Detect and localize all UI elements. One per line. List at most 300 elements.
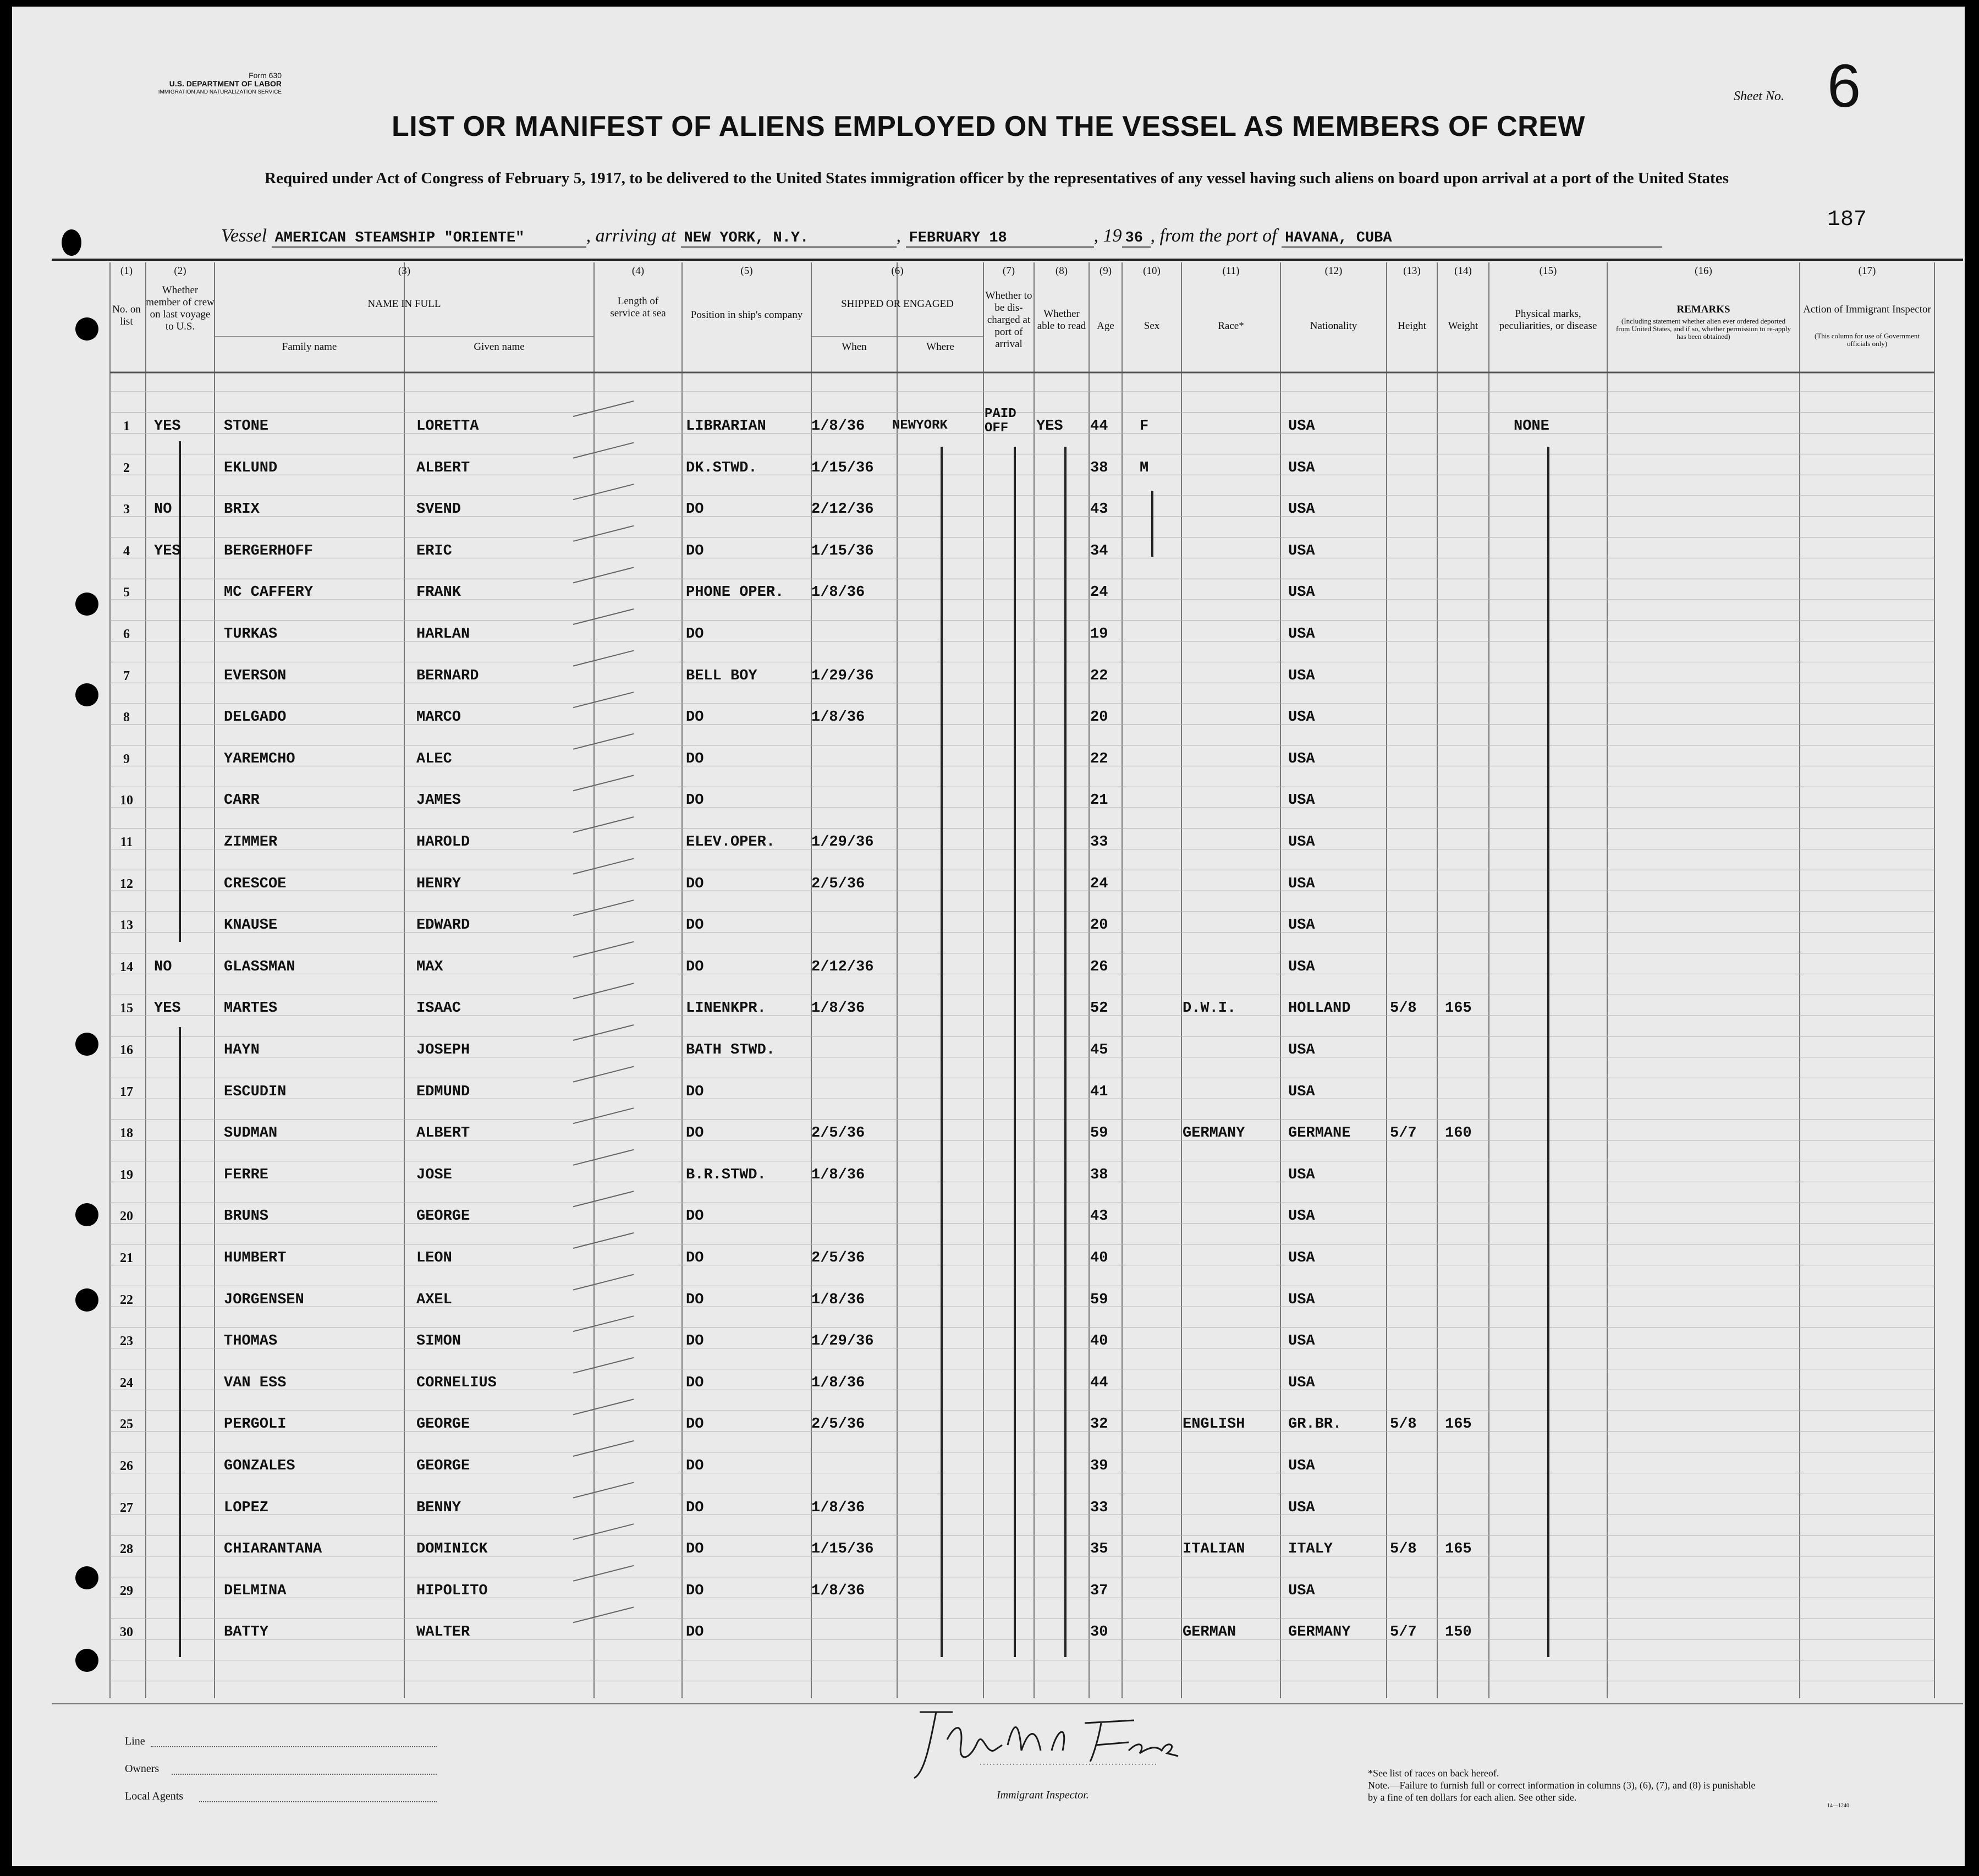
cell-nationality: GERMANY xyxy=(1288,1624,1351,1641)
manifest-grid xyxy=(12,7,1965,1866)
cell-position: B.R.STWD. xyxy=(686,1166,766,1183)
agents-field xyxy=(199,1801,437,1802)
cell-position: DO xyxy=(686,1416,704,1433)
row-number: 3 xyxy=(123,502,130,517)
cell-family: MC CAFFERY xyxy=(224,584,314,601)
cell-age: 20 xyxy=(1090,709,1108,726)
row-number: 24 xyxy=(120,1375,133,1390)
form-code: 14—1240 xyxy=(1827,1803,1849,1809)
col1-label: No. on list xyxy=(112,304,141,327)
tick-mark xyxy=(573,817,634,832)
cell-age: 59 xyxy=(1090,1125,1108,1142)
cell-age: 44 xyxy=(1090,418,1108,435)
cell-height: 5/7 xyxy=(1390,1125,1417,1142)
cell-position: DO xyxy=(686,875,704,892)
cell-height: 5/8 xyxy=(1390,1000,1417,1017)
cell-nationality: GERMANE xyxy=(1288,1125,1351,1142)
cell-weight: 165 xyxy=(1445,1000,1472,1017)
cell-when: 1/8/36 xyxy=(811,1374,865,1391)
cell-when: 2/5/36 xyxy=(811,1125,865,1142)
cell-given: BERNARD xyxy=(416,667,479,684)
cell-family: BATTY xyxy=(224,1624,269,1641)
cell-when: 1/15/36 xyxy=(811,542,874,559)
col17-sub: (This column for use of Government officials only) xyxy=(1815,332,1920,348)
cell-nationality: USA xyxy=(1288,1374,1315,1391)
tick-mark xyxy=(573,1316,634,1331)
cell-sex: M xyxy=(1140,459,1149,476)
cell-nationality: USA xyxy=(1288,1042,1315,1058)
page-subtitle: Required under Act of Congress of February 5, 1917, to be delivered to the United States immigration officer by the representatives of any vessel having such aliens on board upon arrival at a port of the United States xyxy=(265,169,1729,187)
col8-num: (8) xyxy=(1055,265,1068,277)
cell-family: MARTES xyxy=(224,1000,278,1017)
tick-mark xyxy=(573,443,634,458)
cell-given: LEON xyxy=(416,1250,452,1266)
cell-position: BELL BOY xyxy=(686,667,757,684)
cell-age: 33 xyxy=(1090,1499,1108,1516)
cell-given: CORNELIUS xyxy=(416,1374,497,1391)
cell-height: 5/8 xyxy=(1390,1541,1417,1558)
col6-when: When xyxy=(842,341,867,353)
col13-num: (13) xyxy=(1403,265,1421,277)
cell-age: 45 xyxy=(1090,1042,1108,1058)
tick-mark xyxy=(573,1191,634,1206)
col5-label: Position in ship's company xyxy=(690,309,803,321)
tick-mark xyxy=(573,484,634,500)
cell-nationality: USA xyxy=(1288,1166,1315,1183)
cell-when: 1/15/36 xyxy=(811,459,874,476)
tick-mark xyxy=(573,1566,634,1581)
cell-given: ALBERT xyxy=(416,459,470,476)
cell-given: HIPOLITO xyxy=(416,1582,488,1599)
cell-position: ELEV.OPER. xyxy=(686,834,776,851)
row-number: 25 xyxy=(120,1417,133,1432)
departure-port: HAVANA, CUBA xyxy=(1282,230,1662,248)
cell-when: 1/8/36 xyxy=(811,584,865,601)
cell-family: ESCUDIN xyxy=(224,1083,287,1100)
cell-given: MAX xyxy=(416,958,443,975)
cell-given: ALBERT xyxy=(416,1125,470,1142)
tick-mark xyxy=(573,734,634,749)
cell-age: 38 xyxy=(1090,459,1108,476)
tick-mark xyxy=(573,983,634,999)
row-number: 18 xyxy=(120,1126,133,1141)
cell-prev: YES xyxy=(154,418,181,435)
col14-num: (14) xyxy=(1454,265,1472,277)
cell-position: DO xyxy=(686,1582,704,1599)
punch-hole xyxy=(75,683,98,706)
row-number: 26 xyxy=(120,1459,133,1473)
punch-hole xyxy=(75,317,98,341)
cell-when: 2/5/36 xyxy=(811,875,865,892)
line-label: Line xyxy=(125,1735,145,1747)
cell-height: 5/7 xyxy=(1390,1624,1417,1641)
tick-mark xyxy=(573,1483,634,1498)
cell-age: 22 xyxy=(1090,750,1108,767)
col15-num: (15) xyxy=(1539,265,1557,277)
cell-family: JORGENSEN xyxy=(224,1291,304,1308)
cell-given: HAROLD xyxy=(416,834,470,851)
col2-label: Whether member of crew on last voyage to U.S. xyxy=(146,284,215,332)
row-number: 2 xyxy=(123,460,130,475)
form-number: Form 630 xyxy=(249,71,282,80)
cell-given: WALTER xyxy=(416,1624,470,1641)
cell-given: EDMUND xyxy=(416,1083,470,1100)
cell-age: 20 xyxy=(1090,917,1108,934)
sheet-number-label: Sheet No. xyxy=(1734,89,1784,103)
vessel-line: Vessel AMERICAN STEAMSHIP "ORIENTE" , arriving at NEW YORK, N.Y. , FEBRUARY 18 , 19 36 , from the port of HAVANA, CUBA xyxy=(221,226,1662,248)
cell-age: 38 xyxy=(1090,1166,1108,1183)
cell-age: 33 xyxy=(1090,834,1108,851)
page-title: LIST OR MANIFEST OF ALIENS EMPLOYED ON THE VESSEL AS MEMBERS OF CREW xyxy=(392,111,1585,142)
cell-family: VAN ESS xyxy=(224,1374,287,1391)
cell-nationality: USA xyxy=(1288,1499,1315,1516)
cell-nationality: USA xyxy=(1288,1458,1315,1474)
row-number: 12 xyxy=(120,876,133,891)
cell-given: JOSE xyxy=(416,1166,452,1183)
cell-when: 2/5/36 xyxy=(811,1416,865,1433)
cell-age: 35 xyxy=(1090,1541,1108,1558)
col15-label: Physical marks, peculiarities, or disease xyxy=(1499,308,1597,332)
cell-weight: 165 xyxy=(1445,1416,1472,1433)
row-number: 28 xyxy=(120,1542,133,1557)
cell-given: EDWARD xyxy=(416,917,470,934)
tick-mark xyxy=(573,1524,634,1539)
cell-when: 2/12/36 xyxy=(811,958,874,975)
inspector-label: Immigrant Inspector. xyxy=(997,1789,1089,1801)
row-number: 14 xyxy=(120,959,133,974)
row-number: 11 xyxy=(120,835,133,849)
department-name: U.S. DEPARTMENT OF LABOR xyxy=(169,79,282,88)
arrival-year: 36 xyxy=(1122,230,1151,248)
cell-nationality: USA xyxy=(1288,1333,1315,1350)
tick-mark xyxy=(573,609,634,624)
cell-nationality: USA xyxy=(1288,1291,1315,1308)
vessel-label: Vessel xyxy=(221,226,267,246)
cell-family: PERGOLI xyxy=(224,1416,287,1433)
cell-given: ISAAC xyxy=(416,1000,461,1017)
tick-mark xyxy=(573,1067,634,1082)
cell-given: ERIC xyxy=(416,542,452,559)
cell-position: DO xyxy=(686,792,704,809)
cell-family: EKLUND xyxy=(224,459,278,476)
cell-prev: NO xyxy=(154,501,172,518)
cell-read: YES xyxy=(1036,418,1063,435)
row-number: 22 xyxy=(120,1292,133,1307)
cell-age: 26 xyxy=(1090,958,1108,975)
cell-position: DO xyxy=(686,501,704,518)
row-number: 7 xyxy=(123,668,130,683)
cell-given: HENRY xyxy=(416,875,461,892)
cell-sex: F xyxy=(1140,418,1149,435)
col13-label: Height xyxy=(1398,320,1426,332)
col3-num: (3) xyxy=(398,265,411,277)
cell-prev: YES xyxy=(154,542,181,559)
cell-nationality: USA xyxy=(1288,1208,1315,1225)
cell-family: BRUNS xyxy=(224,1208,269,1225)
vessel-name: AMERICAN STEAMSHIP "ORIENTE" xyxy=(272,230,586,248)
cell-position: DO xyxy=(686,709,704,726)
col9-num: (9) xyxy=(1099,265,1112,277)
tick-mark xyxy=(573,775,634,791)
cell-age: 22 xyxy=(1090,667,1108,684)
tick-mark xyxy=(573,401,634,416)
from-label: , from the port of xyxy=(1150,226,1277,246)
cell-age: 37 xyxy=(1090,1582,1108,1599)
cell-position: DO xyxy=(686,542,704,559)
cell-when: 1/8/36 xyxy=(811,1499,865,1516)
tick-mark xyxy=(573,1399,634,1414)
row-number: 17 xyxy=(120,1084,133,1099)
cell-family: STONE xyxy=(224,418,269,435)
tick-mark xyxy=(573,526,634,541)
cell-position: DO xyxy=(686,1250,704,1266)
cell-family: GLASSMAN xyxy=(224,958,295,975)
col3-label: NAME IN FULL xyxy=(367,298,441,310)
row-number: 6 xyxy=(123,627,130,641)
cell-nationality: USA xyxy=(1288,584,1315,601)
col10-label: Sex xyxy=(1144,320,1160,332)
cell-given: ALEC xyxy=(416,750,452,767)
cell-nationality: HOLLAND xyxy=(1288,1000,1351,1017)
arrival-date: FEBRUARY 18 xyxy=(906,230,1094,248)
tick-mark xyxy=(573,651,634,666)
col2-num: (2) xyxy=(174,265,186,277)
row-number: 19 xyxy=(120,1167,133,1182)
col1-num: (1) xyxy=(120,265,133,277)
cell-nationality: USA xyxy=(1288,1582,1315,1599)
col11-num: (11) xyxy=(1222,265,1240,277)
row-number: 29 xyxy=(120,1583,133,1598)
cell-age: 59 xyxy=(1090,1291,1108,1308)
col12-label: Nationality xyxy=(1310,320,1357,332)
cell-family: LOPEZ xyxy=(224,1499,269,1516)
row-number: 30 xyxy=(120,1625,133,1640)
tick-mark xyxy=(573,567,634,583)
cell-given: LORETTA xyxy=(416,418,479,435)
cell-family: ZIMMER xyxy=(224,834,278,851)
cell-family: GONZALES xyxy=(224,1458,295,1474)
cell-position: DO xyxy=(686,1333,704,1350)
cell-position: DO xyxy=(686,750,704,767)
tick-mark xyxy=(573,1275,634,1290)
cell-family: EVERSON xyxy=(224,667,287,684)
cell-age: 52 xyxy=(1090,1000,1108,1017)
owners-label: Owners xyxy=(125,1763,160,1775)
cell-nationality: USA xyxy=(1288,1250,1315,1266)
cell-weight: 160 xyxy=(1445,1125,1472,1142)
stamp-number: 187 xyxy=(1827,207,1867,232)
cell-nationality: USA xyxy=(1288,1083,1315,1100)
col9-label: Age xyxy=(1097,320,1114,332)
punch-hole xyxy=(75,1288,98,1312)
row-number: 13 xyxy=(120,918,133,933)
cell-nationality: USA xyxy=(1288,792,1315,809)
cell-nationality: ITALY xyxy=(1288,1541,1333,1558)
row-number: 5 xyxy=(123,585,130,600)
cell-nationality: USA xyxy=(1288,875,1315,892)
cell-given: GEORGE xyxy=(416,1208,470,1225)
cell-position: DO xyxy=(686,1499,704,1516)
cell-nationality: USA xyxy=(1288,709,1315,726)
cell-position: LINENKPR. xyxy=(686,1000,766,1017)
row-number: 10 xyxy=(120,793,133,808)
col7-label: Whether to be dis-charged at port of arrival xyxy=(985,290,1032,350)
cell-position: PHONE OPER. xyxy=(686,584,784,601)
cell-position: DO xyxy=(686,626,704,643)
cell-age: 40 xyxy=(1090,1250,1108,1266)
col17-label: Action of Immigrant Inspector xyxy=(1803,304,1931,315)
cell-given: AXEL xyxy=(416,1291,452,1308)
cell-given: DOMINICK xyxy=(416,1541,488,1558)
row-number: 15 xyxy=(120,1001,133,1016)
tick-mark xyxy=(573,1607,634,1622)
inspector-signature xyxy=(903,1690,1189,1795)
cell-given: SIMON xyxy=(416,1333,461,1350)
cell-family: CHIARANTANA xyxy=(224,1541,322,1558)
cell-marks: NONE xyxy=(1514,418,1549,435)
row-number: 1 xyxy=(123,419,130,434)
row-number: 23 xyxy=(120,1334,133,1349)
agents-label: Local Agents xyxy=(125,1790,184,1802)
tick-mark xyxy=(573,859,634,874)
col5-num: (5) xyxy=(740,265,753,277)
cell-when: 2/5/36 xyxy=(811,1250,865,1266)
col16-num: (16) xyxy=(1695,265,1712,277)
cell-age: 40 xyxy=(1090,1333,1108,1350)
cell-age: 39 xyxy=(1090,1458,1108,1474)
cell-when: 1/29/36 xyxy=(811,834,874,851)
cell-age: 32 xyxy=(1090,1416,1108,1433)
cell-family: HUMBERT xyxy=(224,1250,287,1266)
cell-age: 43 xyxy=(1090,1208,1108,1225)
cell-when: 1/8/36 xyxy=(811,418,865,435)
punch-hole xyxy=(75,1649,98,1672)
cell-given: JAMES xyxy=(416,792,461,809)
cell-given: FRANK xyxy=(416,584,461,601)
cell-nationality: USA xyxy=(1288,626,1315,643)
cell-position: DO xyxy=(686,1208,704,1225)
cell-position: DO xyxy=(686,1374,704,1391)
cell-family: KNAUSE xyxy=(224,917,278,934)
col7-num: (7) xyxy=(1002,265,1015,277)
cell-family: FERRE xyxy=(224,1166,269,1183)
cell-position: DO xyxy=(686,1458,704,1474)
line-field xyxy=(151,1746,437,1747)
cell-age: 34 xyxy=(1090,542,1108,559)
tick-mark xyxy=(573,692,634,707)
cell-position: DO xyxy=(686,1624,704,1641)
cell-age: 41 xyxy=(1090,1083,1108,1100)
cell-race: GERMANY xyxy=(1183,1125,1245,1142)
row-number: 16 xyxy=(120,1043,133,1057)
col17-num: (17) xyxy=(1858,265,1876,277)
cell-nationality: USA xyxy=(1288,418,1315,435)
cell-age: 30 xyxy=(1090,1624,1108,1641)
cell-position: DO xyxy=(686,1291,704,1308)
cell-when: 1/8/36 xyxy=(811,1166,865,1183)
cell-nationality: USA xyxy=(1288,501,1315,518)
cell-position: DK.STWD. xyxy=(686,459,757,476)
col6-where: Where xyxy=(926,341,954,353)
cell-position: BATH STWD. xyxy=(686,1042,776,1058)
cell-position: DO xyxy=(686,917,704,934)
col11-label: Race* xyxy=(1218,320,1244,332)
cell-when: 2/12/36 xyxy=(811,501,874,518)
cell-prev: YES xyxy=(154,1000,181,1017)
owners-field xyxy=(172,1774,437,1775)
punch-hole xyxy=(75,593,98,616)
col8-label: Whether able to read xyxy=(1037,308,1086,332)
cell-age: 19 xyxy=(1090,626,1108,643)
cell-when: 1/15/36 xyxy=(811,1541,874,1558)
col4-num: (4) xyxy=(631,265,645,277)
cell-weight: 165 xyxy=(1445,1541,1472,1558)
cell-position: LIBRARIAN xyxy=(686,418,766,435)
cell-nationality: USA xyxy=(1288,917,1315,934)
col16-label: REMARKS xyxy=(1676,304,1730,315)
cell-race: ITALIAN xyxy=(1183,1541,1245,1558)
tick-mark xyxy=(573,1233,634,1248)
cell-family: DELGADO xyxy=(224,709,287,726)
cell-given: HARLAN xyxy=(416,626,470,643)
cell-position: DO xyxy=(686,1541,704,1558)
cell-family: TURKAS xyxy=(224,626,278,643)
cell-given: JOSEPH xyxy=(416,1042,470,1058)
races-note: *See list of races on back hereof. xyxy=(1368,1768,1499,1779)
cell-when: 1/8/36 xyxy=(811,709,865,726)
tick-mark xyxy=(573,1025,634,1040)
cell-position: DO xyxy=(686,1125,704,1142)
arrival-port: NEW YORK, N.Y. xyxy=(681,230,897,248)
cell-where: NEWYORK xyxy=(892,418,948,433)
service-name: IMMIGRATION AND NATURALIZATION SERVICE xyxy=(158,89,282,95)
col4-label: Length of service at sea xyxy=(610,295,666,319)
penalty-note: Note.—Failure to furnish full or correct information in columns (3), (6), (7), and (8) is punishable by a fine of ten dollars for each alien. See other side. xyxy=(1368,1780,1756,1803)
row-number: 20 xyxy=(120,1209,133,1224)
cell-prev: NO xyxy=(154,958,172,975)
col6-label: SHIPPED OR ENGAGED xyxy=(841,298,954,310)
tick-mark xyxy=(573,900,634,915)
col14-label: Weight xyxy=(1448,320,1478,332)
cell-nationality: USA xyxy=(1288,542,1315,559)
cell-family: THOMAS xyxy=(224,1333,278,1350)
punch-hole xyxy=(75,1033,98,1056)
cell-nationality: GR.BR. xyxy=(1288,1416,1342,1433)
row-number: 4 xyxy=(123,544,130,558)
cell-given: SVEND xyxy=(416,501,461,518)
col10-num: (10) xyxy=(1143,265,1161,277)
cell-age: 43 xyxy=(1090,501,1108,518)
cell-nationality: USA xyxy=(1288,459,1315,476)
cell-discharged: PAID OFF xyxy=(985,407,1016,436)
tick-mark xyxy=(573,1150,634,1165)
cell-weight: 150 xyxy=(1445,1624,1472,1641)
cell-nationality: USA xyxy=(1288,667,1315,684)
footer-notes xyxy=(1368,1767,1764,1803)
year-prefix: 19 xyxy=(1103,226,1122,246)
row-number: 21 xyxy=(120,1251,133,1265)
cell-given: MARCO xyxy=(416,709,461,726)
cell-position: DO xyxy=(686,1083,704,1100)
cell-nationality: USA xyxy=(1288,750,1315,767)
col3-family: Family name xyxy=(282,341,337,353)
cell-family: CARR xyxy=(224,792,260,809)
row-number: 9 xyxy=(123,752,130,766)
cell-given: BENNY xyxy=(416,1499,461,1516)
cell-race: ENGLISH xyxy=(1183,1416,1245,1433)
cell-family: BRIX xyxy=(224,501,260,518)
cell-family: DELMINA xyxy=(224,1582,287,1599)
